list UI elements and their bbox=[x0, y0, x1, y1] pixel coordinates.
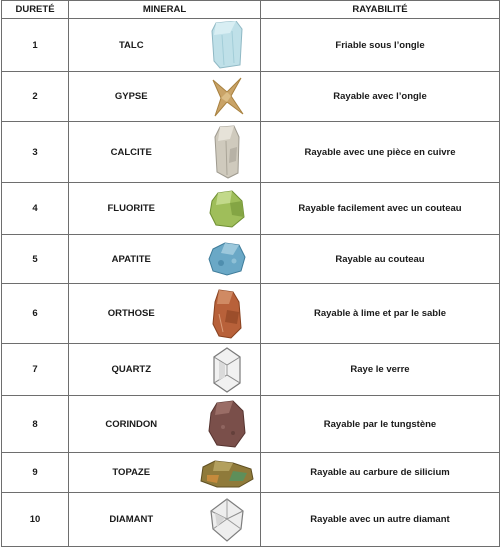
fluorite-specimen-icon bbox=[208, 189, 246, 229]
table-row bbox=[2, 122, 500, 183]
apatite-specimen-icon bbox=[207, 241, 247, 277]
hardness-value: 9 bbox=[2, 453, 69, 493]
header-rayabilite: RAYABILITÉ bbox=[261, 1, 500, 19]
mineral-name: APATITE bbox=[69, 235, 194, 284]
scratch-description: Rayable au couteau bbox=[261, 235, 500, 284]
mineral-name: FLUORITE bbox=[69, 183, 194, 235]
scratch-description: Friable sous l’ongle bbox=[261, 19, 500, 72]
table-row bbox=[2, 183, 500, 235]
orthoclase-specimen-icon bbox=[211, 288, 243, 340]
hardness-value: 2 bbox=[2, 72, 69, 122]
scratch-description: Rayable par le tungstène bbox=[261, 396, 500, 453]
mineral-name: TOPAZE bbox=[69, 453, 194, 493]
mineral-name: GYPSE bbox=[69, 72, 194, 122]
header-row bbox=[2, 1, 500, 19]
table-row bbox=[2, 344, 500, 396]
table-row bbox=[2, 72, 500, 122]
hardness-value: 5 bbox=[2, 235, 69, 284]
quartz-specimen-icon bbox=[210, 347, 244, 393]
gypsum-specimen-icon bbox=[209, 76, 245, 118]
mohs-hardness-table bbox=[1, 0, 500, 547]
scratch-description: Raye le verre bbox=[261, 344, 500, 396]
corundum-specimen-icon bbox=[207, 399, 247, 449]
table-row bbox=[2, 19, 500, 72]
topaz-specimen-icon bbox=[199, 457, 255, 489]
mineral-name: DIAMANT bbox=[69, 493, 194, 547]
mineral-name: TALC bbox=[69, 19, 194, 72]
hardness-value: 1 bbox=[2, 19, 69, 72]
hardness-value: 7 bbox=[2, 344, 69, 396]
hardness-value: 6 bbox=[2, 284, 69, 344]
hardness-value: 3 bbox=[2, 122, 69, 183]
hardness-value: 10 bbox=[2, 493, 69, 547]
header-durete: DURETÉ bbox=[2, 1, 69, 19]
scratch-description: Rayable avec un autre diamant bbox=[261, 493, 500, 547]
table-row bbox=[2, 284, 500, 344]
table-row bbox=[2, 235, 500, 284]
hardness-value: 8 bbox=[2, 396, 69, 453]
hardness-value: 4 bbox=[2, 183, 69, 235]
scratch-description: Rayable avec une pièce en cuivre bbox=[261, 122, 500, 183]
mineral-name: CORINDON bbox=[69, 396, 194, 453]
scratch-description: Rayable au carbure de silicium bbox=[261, 453, 500, 493]
mineral-name: CALCITE bbox=[69, 122, 194, 183]
scratch-description: Rayable facilement avec un couteau bbox=[261, 183, 500, 235]
mineral-name: ORTHOSE bbox=[69, 284, 194, 344]
table-row bbox=[2, 453, 500, 493]
table-row bbox=[2, 493, 500, 547]
calcite-specimen-icon bbox=[212, 125, 242, 179]
mineral-name: QUARTZ bbox=[69, 344, 194, 396]
diamond-specimen-icon bbox=[207, 497, 247, 543]
scratch-description: Rayable à lime et par le sable bbox=[261, 284, 500, 344]
scratch-description: Rayable avec l’ongle bbox=[261, 72, 500, 122]
header-mineral: MINERAL bbox=[69, 1, 261, 19]
talc-specimen-icon bbox=[210, 21, 244, 69]
table-row bbox=[2, 396, 500, 453]
